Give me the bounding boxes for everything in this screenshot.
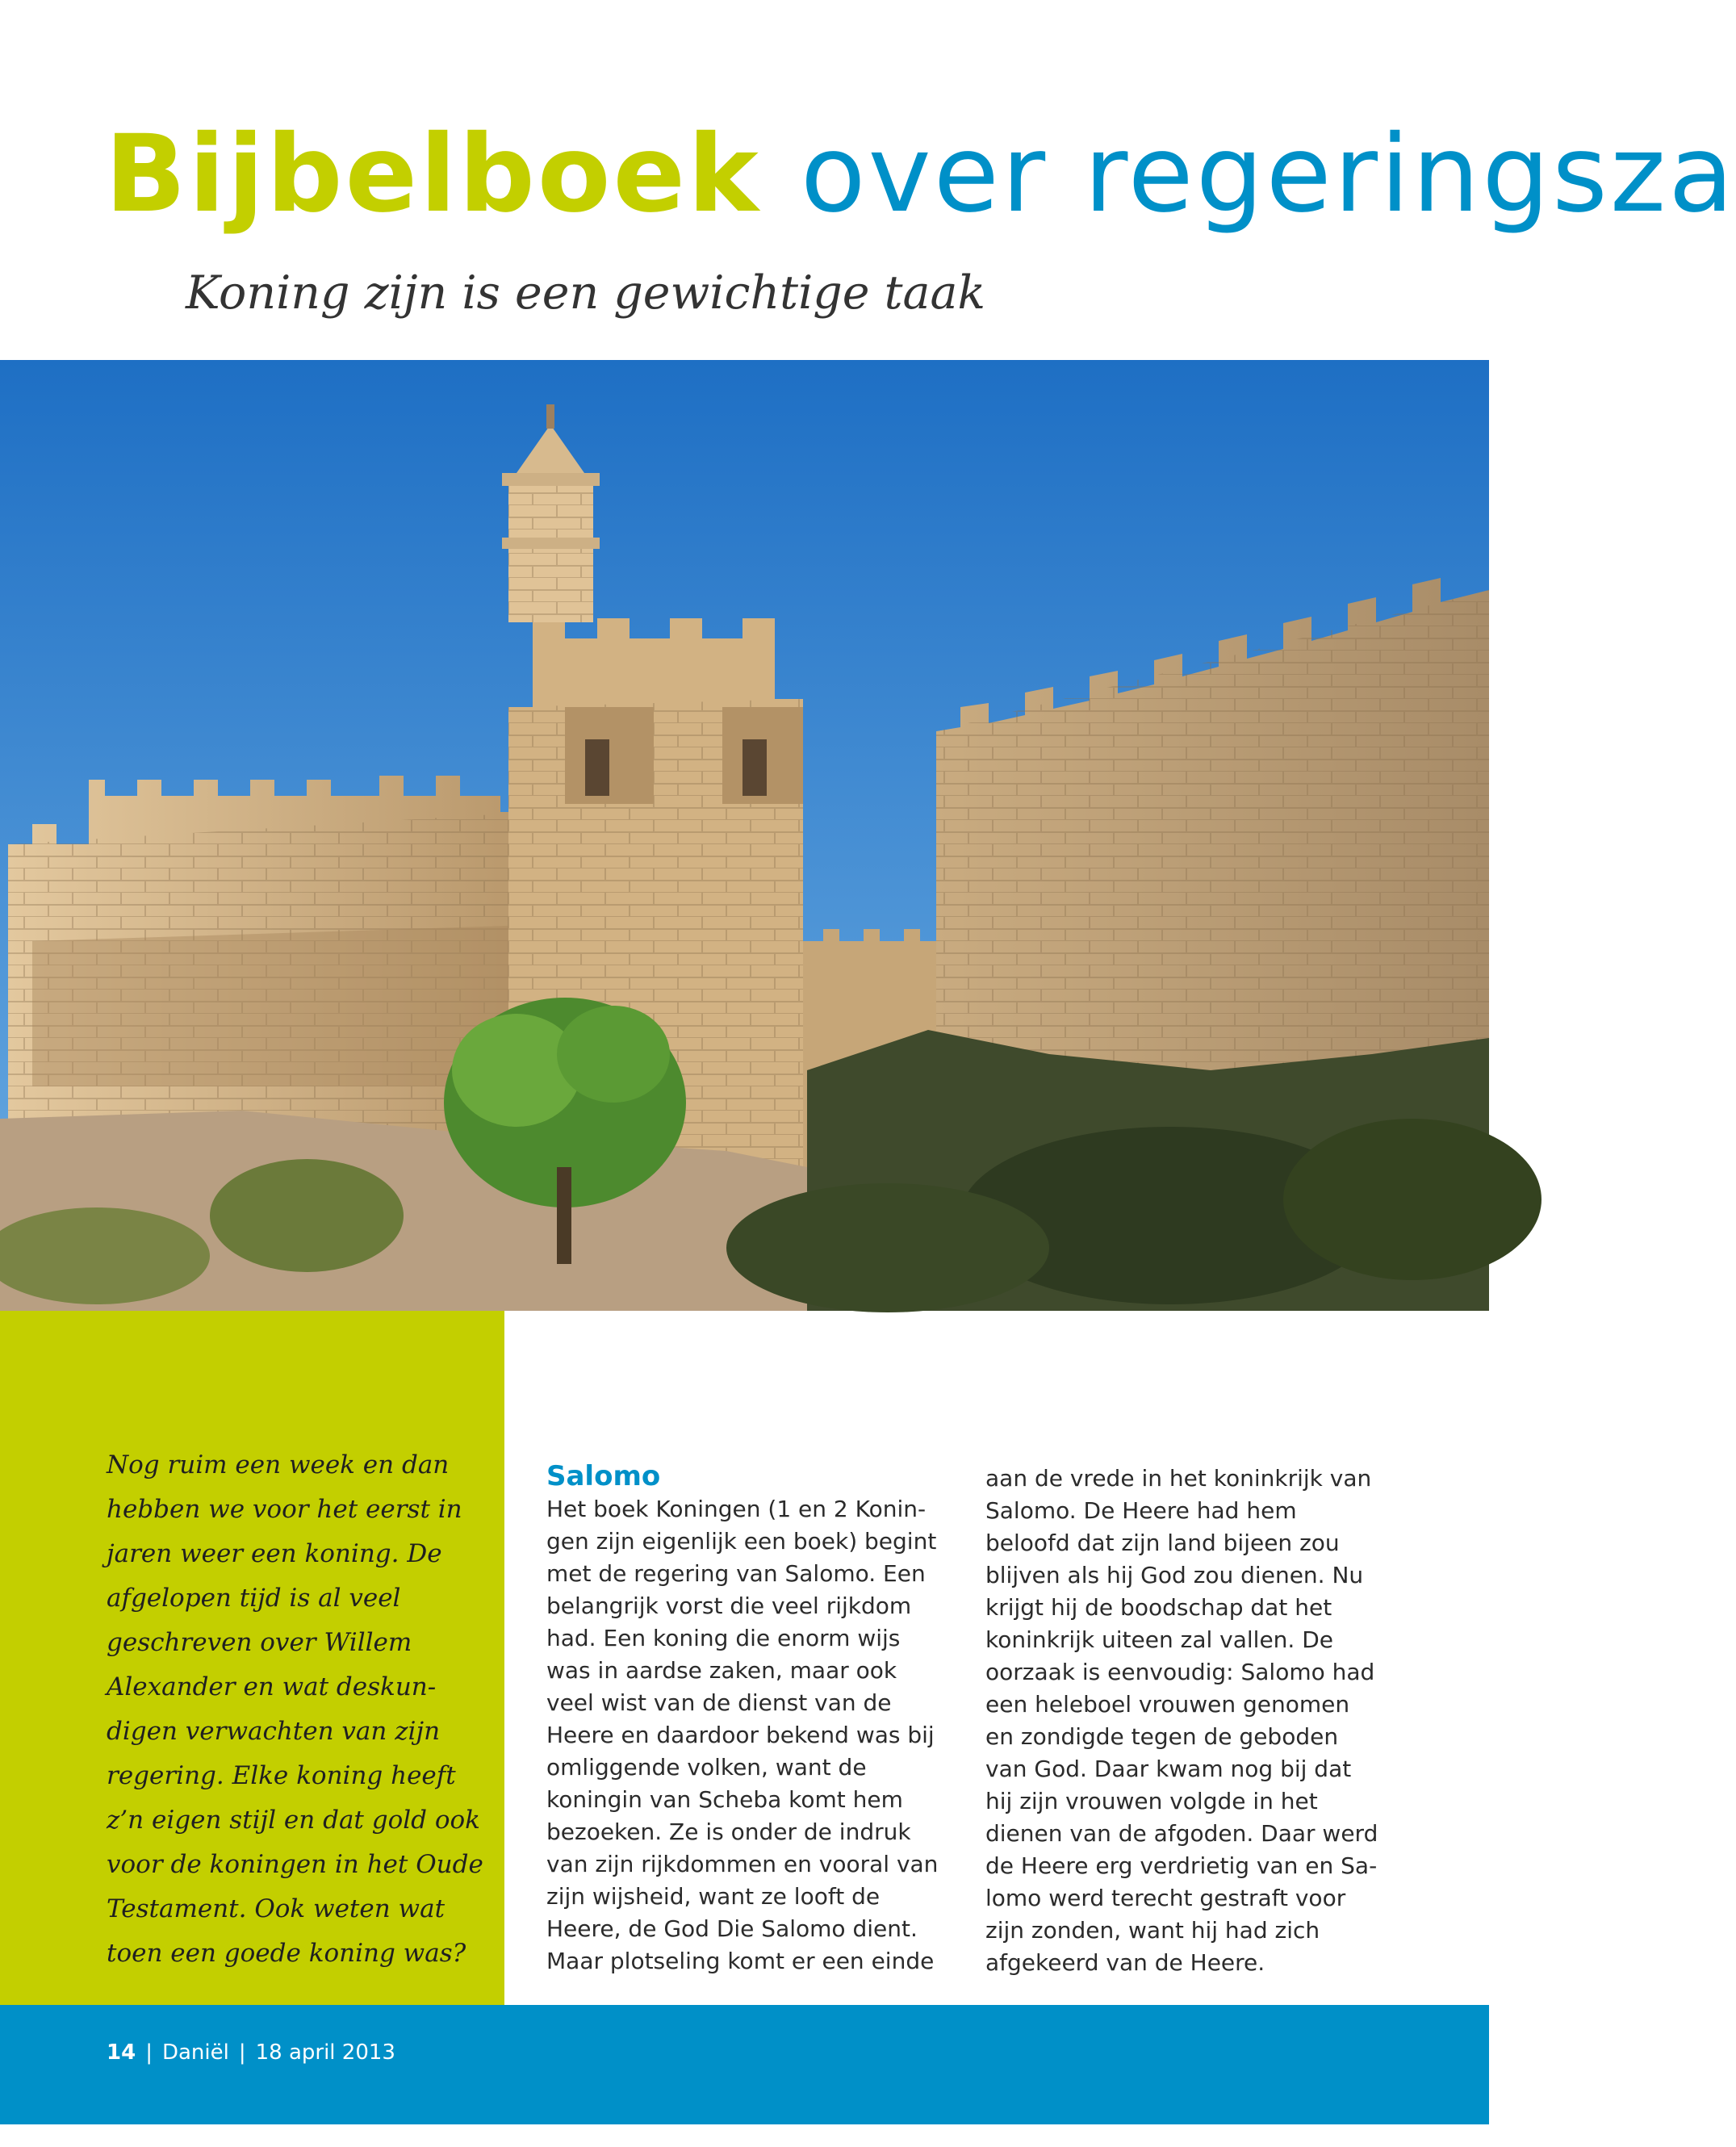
footer-separator: |: [145, 2040, 153, 2065]
footer-bar: [0, 2005, 1489, 2124]
section-heading: Salomo: [546, 1460, 661, 1492]
article-column-1: [546, 1459, 942, 1978]
paragraph: aan de vrede in het koninkrijk van Salomo. De Heere had hem beloofd dat zijn land bijeen zou blijven als hij God zou dienen. Nu krijgt hij de boodschap dat het koninkrijk uiteen zal vallen. De oorzaak is eenvoudig: Salomo had een heleboel vrouwen genomen en zondigde tegen de geboden van God. Daar kwam nog bij dat hij zijn vrouwen volgde in het dienen van de afgoden. Daar werd de Heere erg verdrietig van en Salomo werd terecht gestraft voor zijn zonden, want hij had zich afgekeerd van de Heere.: [985, 1465, 1378, 1976]
footer-separator: |: [238, 2040, 246, 2065]
page-number: 14: [107, 2040, 136, 2065]
paragraph: Het boek Koningen (1 en 2 Koningen zijn eigenlijk een boek) begint met de regering van Salomo. Een belangrijk vorst die veel rijkdom had. Een koning die enorm wijs was in aardse zaken, maar ook veel wist van de dienst van de Heere en daardoor bekend was bij omliggende volken, want de koningin van Scheba komt hem bezoeken. Ze is onder de indruk van zijn rijkdommen en vooral van zijn wijsheid, want ze looft de Heere, de God Die Salomo dient.: [546, 1496, 939, 1942]
intro-box: [0, 1311, 504, 2005]
title-part-highlight: Bijbelboek: [105, 112, 761, 236]
intro-text: Nog ruim een week en dan hebben we voor het eerst in jaren weer een koning. De afgelopen tijd is al veel geschreven over Willem Alexander en wat deskundigen verwachten van zijn regering. Elke koning heeft z’n eigen stijl en dat gold ook voor de koningen in het Oude Testament. Ook weten wat toen een goede koning was?: [107, 1450, 483, 1968]
paragraph: Maar plotseling komt er een einde: [546, 1948, 935, 1974]
page-title: [105, 112, 1736, 236]
title-part-rest: over regeringsza: [800, 112, 1736, 236]
footer-info: [107, 2040, 395, 2065]
magazine-name: Daniël: [161, 2040, 229, 2065]
citadel-photo: [0, 360, 1489, 1311]
page-subtitle: Koning zijn is een gewichtige taak: [186, 266, 986, 320]
issue-date: 18 april 2013: [255, 2040, 395, 2065]
article-column-2: [985, 1463, 1381, 1979]
